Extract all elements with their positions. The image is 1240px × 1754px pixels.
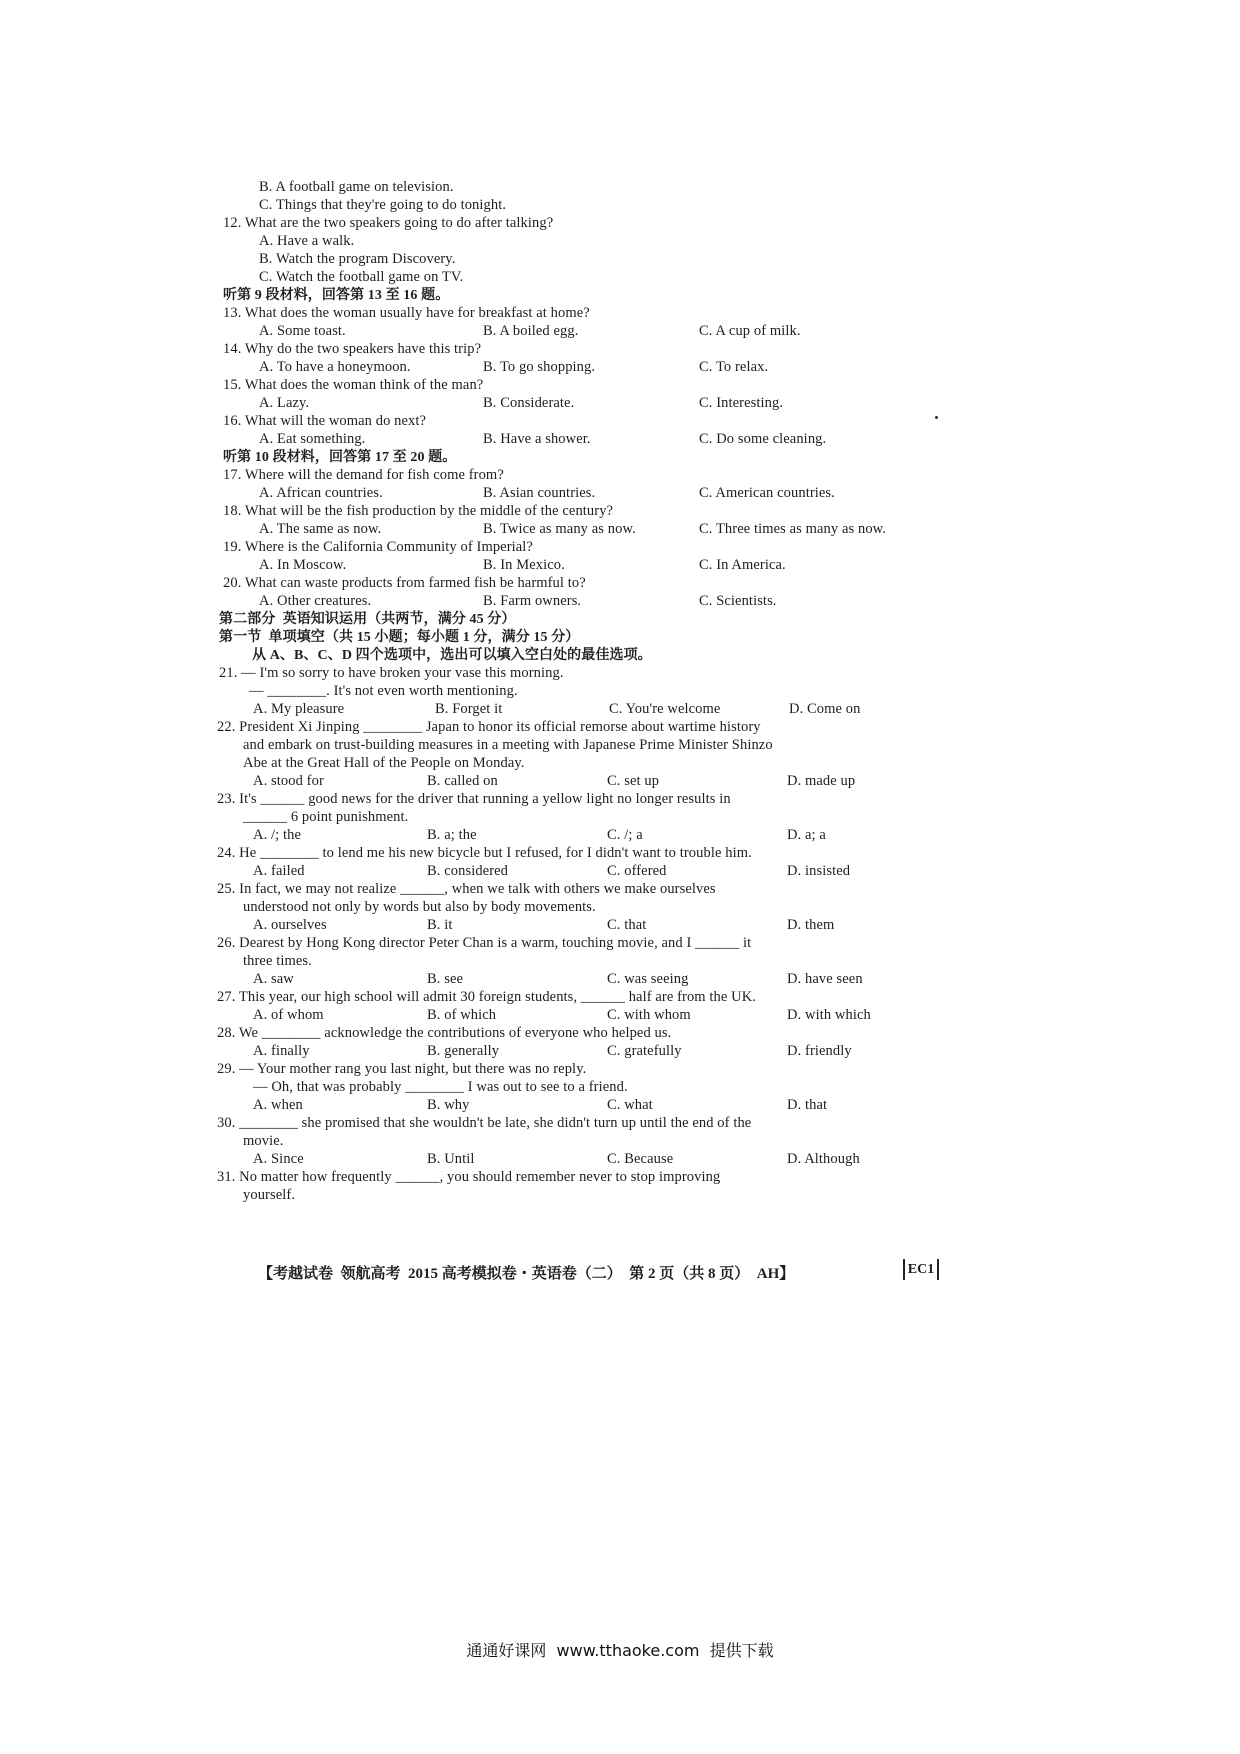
text-line: C. Scientists. xyxy=(699,593,777,609)
text-line: B. considered xyxy=(427,863,509,879)
text-line: A. stood for xyxy=(253,773,324,789)
text-line: B. Have a shower. xyxy=(483,431,591,447)
text-line: C. set up xyxy=(607,773,660,789)
text-line: C. was seeing xyxy=(607,971,689,987)
text-line: 14. Why do the two speakers have this trip? xyxy=(223,341,482,357)
text-line: B. A boiled egg. xyxy=(483,323,579,339)
text-line: B. called on xyxy=(427,773,498,789)
text-line: A. Lazy. xyxy=(259,395,310,411)
page-footer: 【考越试卷 领航高考 2015 高考模拟卷・英语卷（二） 第 2 页（共 8 页） AH】 xyxy=(258,1266,795,1282)
text-line: C. what xyxy=(607,1097,653,1113)
section-heading: 听第 10 段材料，回答第 17 至 20 题。 xyxy=(223,450,457,465)
text-line: A. The same as now. xyxy=(259,521,382,537)
text-line: 18. What will be the fish production by the middle of the century? xyxy=(223,503,614,519)
text-line: 29. — Your mother rang you last night, but there was no reply. xyxy=(217,1061,587,1077)
section-heading: 听第 9 段材料，回答第 13 至 16 题。 xyxy=(223,288,450,303)
text-line: 31. No matter how frequently ______, you should remember never to stop improving xyxy=(217,1169,721,1185)
text-line: A. Eat something. xyxy=(259,431,366,447)
text-line: yourself. xyxy=(243,1187,296,1203)
text-line: 26. Dearest by Hong Kong director Peter Chan is a warm, touching movie, and I ______ it xyxy=(217,935,752,951)
text-line: B. see xyxy=(427,971,464,987)
text-line: B. a; the xyxy=(427,827,477,843)
text-line: C. that xyxy=(607,917,647,933)
text-line: A. Since xyxy=(253,1151,304,1167)
text-line: C. with whom xyxy=(607,1007,691,1023)
text-line: A. of whom xyxy=(253,1007,324,1023)
text-line: B. Forget it xyxy=(435,701,503,717)
text-line: understood not only by words but also by body movements. xyxy=(243,899,596,915)
source-watermark: 通通好课网 www.tthaoke.com 提供下载 xyxy=(466,1641,774,1660)
text-line: B. Considerate. xyxy=(483,395,575,411)
text-line: ______ 6 point punishment. xyxy=(243,809,409,825)
text-line: D. with which xyxy=(787,1007,871,1023)
text-line: D. have seen xyxy=(787,971,863,987)
text-line: D. Although xyxy=(787,1151,860,1167)
text-line: A. Some toast. xyxy=(259,323,346,339)
text-line: 25. In fact, we may not realize ______, when we talk with others we make ourselves xyxy=(217,881,716,897)
text-line: A. finally xyxy=(253,1043,310,1059)
text-line: A. African countries. xyxy=(259,485,383,501)
text-line: D. friendly xyxy=(787,1043,852,1059)
text-line: 27. This year, our high school will admit 30 foreign students, ______ half are from the UK. xyxy=(217,989,757,1005)
text-line: C. You're welcome xyxy=(609,701,721,717)
text-line: C. Do some cleaning. xyxy=(699,431,827,447)
text-line: C. /; a xyxy=(607,827,643,843)
text-line: A. when xyxy=(253,1097,303,1113)
text-line: B. In Mexico. xyxy=(483,557,565,573)
text-line: — Oh, that was probably ________ I was out to see to a friend. xyxy=(253,1079,628,1095)
text-line: B. why xyxy=(427,1097,470,1113)
text-line: B. of which xyxy=(427,1007,497,1023)
text-line: A. ourselves xyxy=(253,917,327,933)
text-line: 30. ________ she promised that she wouldn't be late, she didn't turn up until the end of the xyxy=(217,1115,752,1131)
text-line: B. A football game on television. xyxy=(259,179,454,195)
text-line: 23. It's ______ good news for the driver that running a yellow light no longer results in xyxy=(217,791,731,807)
text-line: 17. Where will the demand for fish come from? xyxy=(223,467,504,483)
text-line: D. them xyxy=(787,917,835,933)
text-line: 19. Where is the California Community of Imperial? xyxy=(223,539,533,555)
text-line: A. /; the xyxy=(253,827,302,843)
text-line: D. insisted xyxy=(787,863,851,879)
text-line: three times. xyxy=(243,953,312,969)
text-line: A. To have a honeymoon. xyxy=(259,359,411,375)
text-line: C. In America. xyxy=(699,557,786,573)
text-line: Abe at the Great Hall of the People on Monday. xyxy=(243,755,525,771)
text-line: C. offered xyxy=(607,863,667,879)
text-line: B. To go shopping. xyxy=(483,359,596,375)
stray-dot xyxy=(935,416,938,419)
text-line: C. American countries. xyxy=(699,485,835,501)
text-line: C. Things that they're going to do tonight. xyxy=(259,197,507,213)
text-line: C. gratefully xyxy=(607,1043,682,1059)
text-line: 15. What does the woman think of the man? xyxy=(223,377,484,393)
text-line: A. saw xyxy=(253,971,294,987)
text-line: D. made up xyxy=(787,773,856,789)
text-line: C. To relax. xyxy=(699,359,769,375)
text-line: and embark on trust-building measures in a meeting with Japanese Prime Minister Shinzo xyxy=(243,737,773,753)
text-line: movie. xyxy=(243,1133,284,1149)
text-line: D. a; a xyxy=(787,827,826,843)
text-line: B. it xyxy=(427,917,453,933)
text-line: 24. He ________ to lend me his new bicycle but I refused, for I didn't want to trouble him. xyxy=(217,845,752,861)
text-line: — ________. It's not even worth mentioning. xyxy=(249,683,518,699)
text-line: 12. What are the two speakers going to do after talking? xyxy=(223,215,554,231)
text-line: B. Asian countries. xyxy=(483,485,596,501)
text-line: 28. We ________ acknowledge the contributions of everyone who helped us. xyxy=(217,1025,672,1041)
text-line: 13. What does the woman usually have for breakfast at home? xyxy=(223,305,590,321)
text-line: C. Because xyxy=(607,1151,674,1167)
text-line: B. Farm owners. xyxy=(483,593,582,609)
text-line: 16. What will the woman do next? xyxy=(223,413,427,429)
text-line: C. Interesting. xyxy=(699,395,784,411)
text-line: C. A cup of milk. xyxy=(699,323,801,339)
text-line: 20. What can waste products from farmed fish be harmful to? xyxy=(223,575,586,591)
text-line: C. Three times as many as now. xyxy=(699,521,887,537)
text-line: C. Watch the football game on TV. xyxy=(259,269,464,285)
text-line: B. Twice as many as now. xyxy=(483,521,636,537)
text-line: A. My pleasure xyxy=(253,701,345,717)
text-line: D. Come on xyxy=(789,701,861,717)
text-line: A. failed xyxy=(253,863,305,879)
text-line: 21. — I'm so sorry to have broken your vase this morning. xyxy=(219,665,564,681)
text-line: 22. President Xi Jinping ________ Japan to honor its official remorse about wartime history xyxy=(217,719,761,735)
text-line: A. Have a walk. xyxy=(259,233,355,249)
text-line: B. Until xyxy=(427,1151,475,1167)
section-heading: 第二部分 英语知识运用（共两节，满分 45 分） xyxy=(219,612,516,627)
text-line: A. In Moscow. xyxy=(259,557,347,573)
text-line: A. Other creatures. xyxy=(259,593,372,609)
section-heading: 第一节 单项填空（共 15 小题；每小题 1 分，满分 15 分） xyxy=(219,630,580,645)
footer-badge: EC1 xyxy=(903,1259,939,1280)
text-line: B. generally xyxy=(427,1043,500,1059)
section-heading: 从 A、B、C、D 四个选项中，选出可以填入空白处的最佳选项。 xyxy=(252,648,652,663)
text-line: D. that xyxy=(787,1097,828,1113)
text-line: B. Watch the program Discovery. xyxy=(259,251,456,267)
